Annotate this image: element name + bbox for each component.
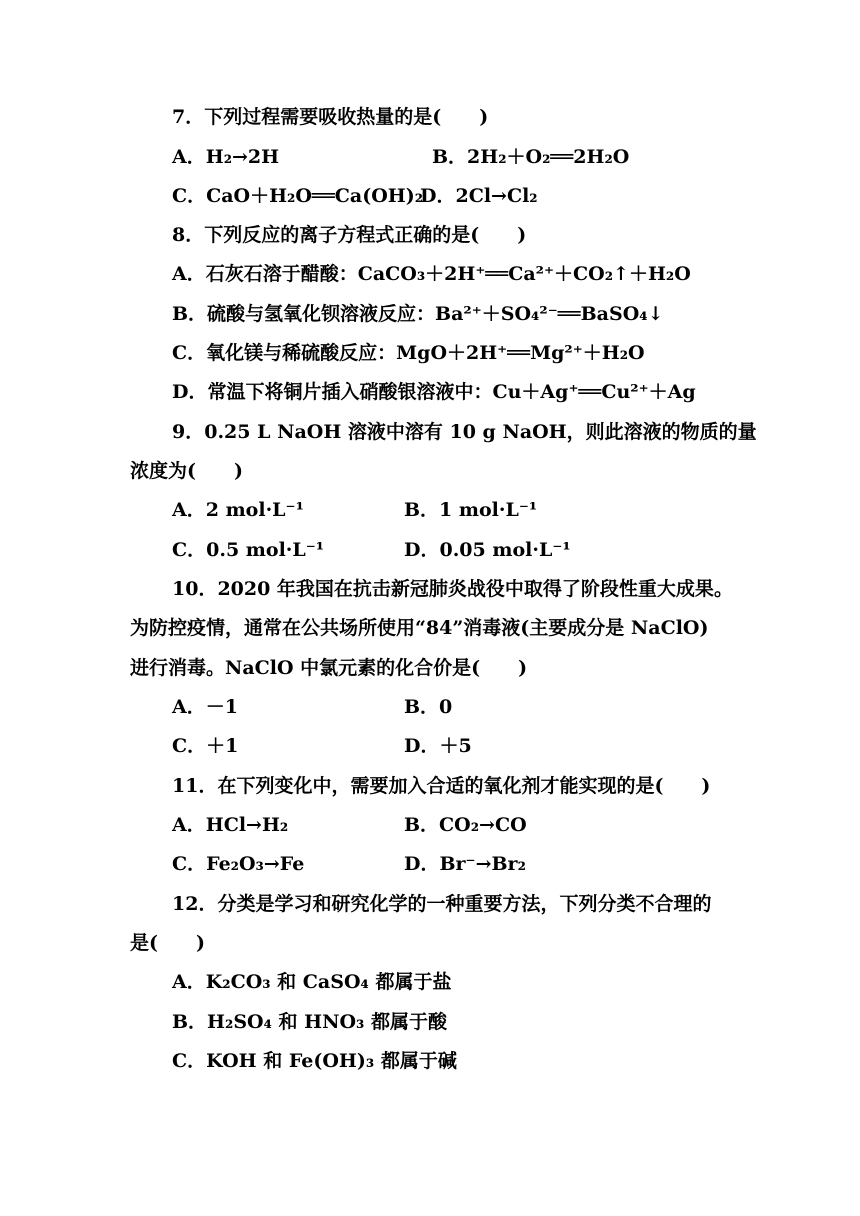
q8-option-c: C．氧化镁与稀硫酸反应：MgO＋2H⁺══Mg²⁺＋H₂O	[172, 342, 645, 364]
q11-stem: 11．在下列变化中，需要加入合适的氧化剂才能实现的是( )	[172, 775, 711, 797]
q9-options-row2	[0, 531, 860, 570]
q11-option-a: A．HCl→H₂	[172, 814, 289, 836]
q12-stem-line2: 是( )	[130, 932, 205, 954]
q10-stem-line2: 为防控疫情，通常在公共场所使用“84”消毒液(主要成分是 NaClO)	[130, 617, 709, 639]
q7-stem: 7．下列过程需要吸收热量的是( )	[172, 106, 489, 128]
q8-option-b: B．硫酸与氢氧化钡溶液反应：Ba²⁺＋SO₄²⁻══BaSO₄↓	[172, 303, 664, 325]
q11-option-c: C．Fe₂O₃→Fe	[172, 853, 305, 875]
q11-option-d: D．Br⁻→Br₂	[404, 853, 526, 875]
q9-option-a: A．2 mol·L⁻¹	[172, 499, 304, 521]
q10-options-row2	[0, 727, 860, 766]
q9-options-row1	[0, 491, 860, 530]
q8-option-d: D．常温下将铜片插入硝酸银溶液中：Cu＋Ag⁺══Cu²⁺＋Ag	[172, 381, 696, 403]
q10-option-a: A．－1	[172, 696, 238, 718]
q9-stem-line1: 9．0.25 L NaOH 溶液中溶有 10 g NaOH，则此溶液的物质的量	[172, 421, 757, 443]
q7-option-c: C．CaO＋H₂O══Ca(OH)₂	[172, 185, 424, 207]
q9-option-d: D．0.05 mol·L⁻¹	[404, 539, 571, 561]
q9-option-c: C．0.5 mol·L⁻¹	[172, 539, 325, 561]
q7-option-a: A．H₂→2H	[172, 146, 280, 168]
q12-option-a: A．K₂CO₃ 和 CaSO₄ 都属于盐	[172, 971, 452, 993]
q10-option-d: D．＋5	[404, 735, 472, 757]
q11-options-row2	[0, 845, 860, 884]
q11-option-b: B．CO₂→CO	[404, 814, 527, 836]
q12-option-c: C．KOH 和 Fe(OH)₃ 都属于碱	[172, 1050, 457, 1072]
q10-option-b: B．0	[404, 696, 453, 718]
q8-stem: 8．下列反应的离子方程式正确的是( )	[172, 224, 527, 246]
q7-options-row2	[0, 177, 860, 216]
q11-options-row1	[0, 806, 860, 845]
q8-option-a: A．石灰石溶于醋酸：CaCO₃＋2H⁺══Ca²⁺＋CO₂↑＋H₂O	[172, 263, 691, 285]
q12-option-b: B．H₂SO₄ 和 HNO₃ 都属于酸	[172, 1011, 447, 1033]
q9-option-b: B．1 mol·L⁻¹	[404, 499, 538, 521]
q7-options-row1	[0, 138, 860, 177]
q7-option-d: D．2Cl→Cl₂	[420, 185, 538, 207]
q10-options-row1	[0, 688, 860, 727]
q7-option-b: B．2H₂＋O₂══2H₂O	[432, 146, 630, 168]
q10-stem-line3: 进行消毒。NaClO 中氯元素的化合价是( )	[130, 657, 528, 679]
q10-option-c: C．＋1	[172, 735, 239, 757]
q9-stem-line2: 浓度为( )	[130, 460, 243, 482]
q12-stem-line1: 12．分类是学习和研究化学的一种重要方法，下列分类不合理的	[172, 893, 712, 915]
q10-stem-line1: 10．2020 年我国在抗击新冠肺炎战役中取得了阶段性重大成果。	[172, 578, 733, 600]
